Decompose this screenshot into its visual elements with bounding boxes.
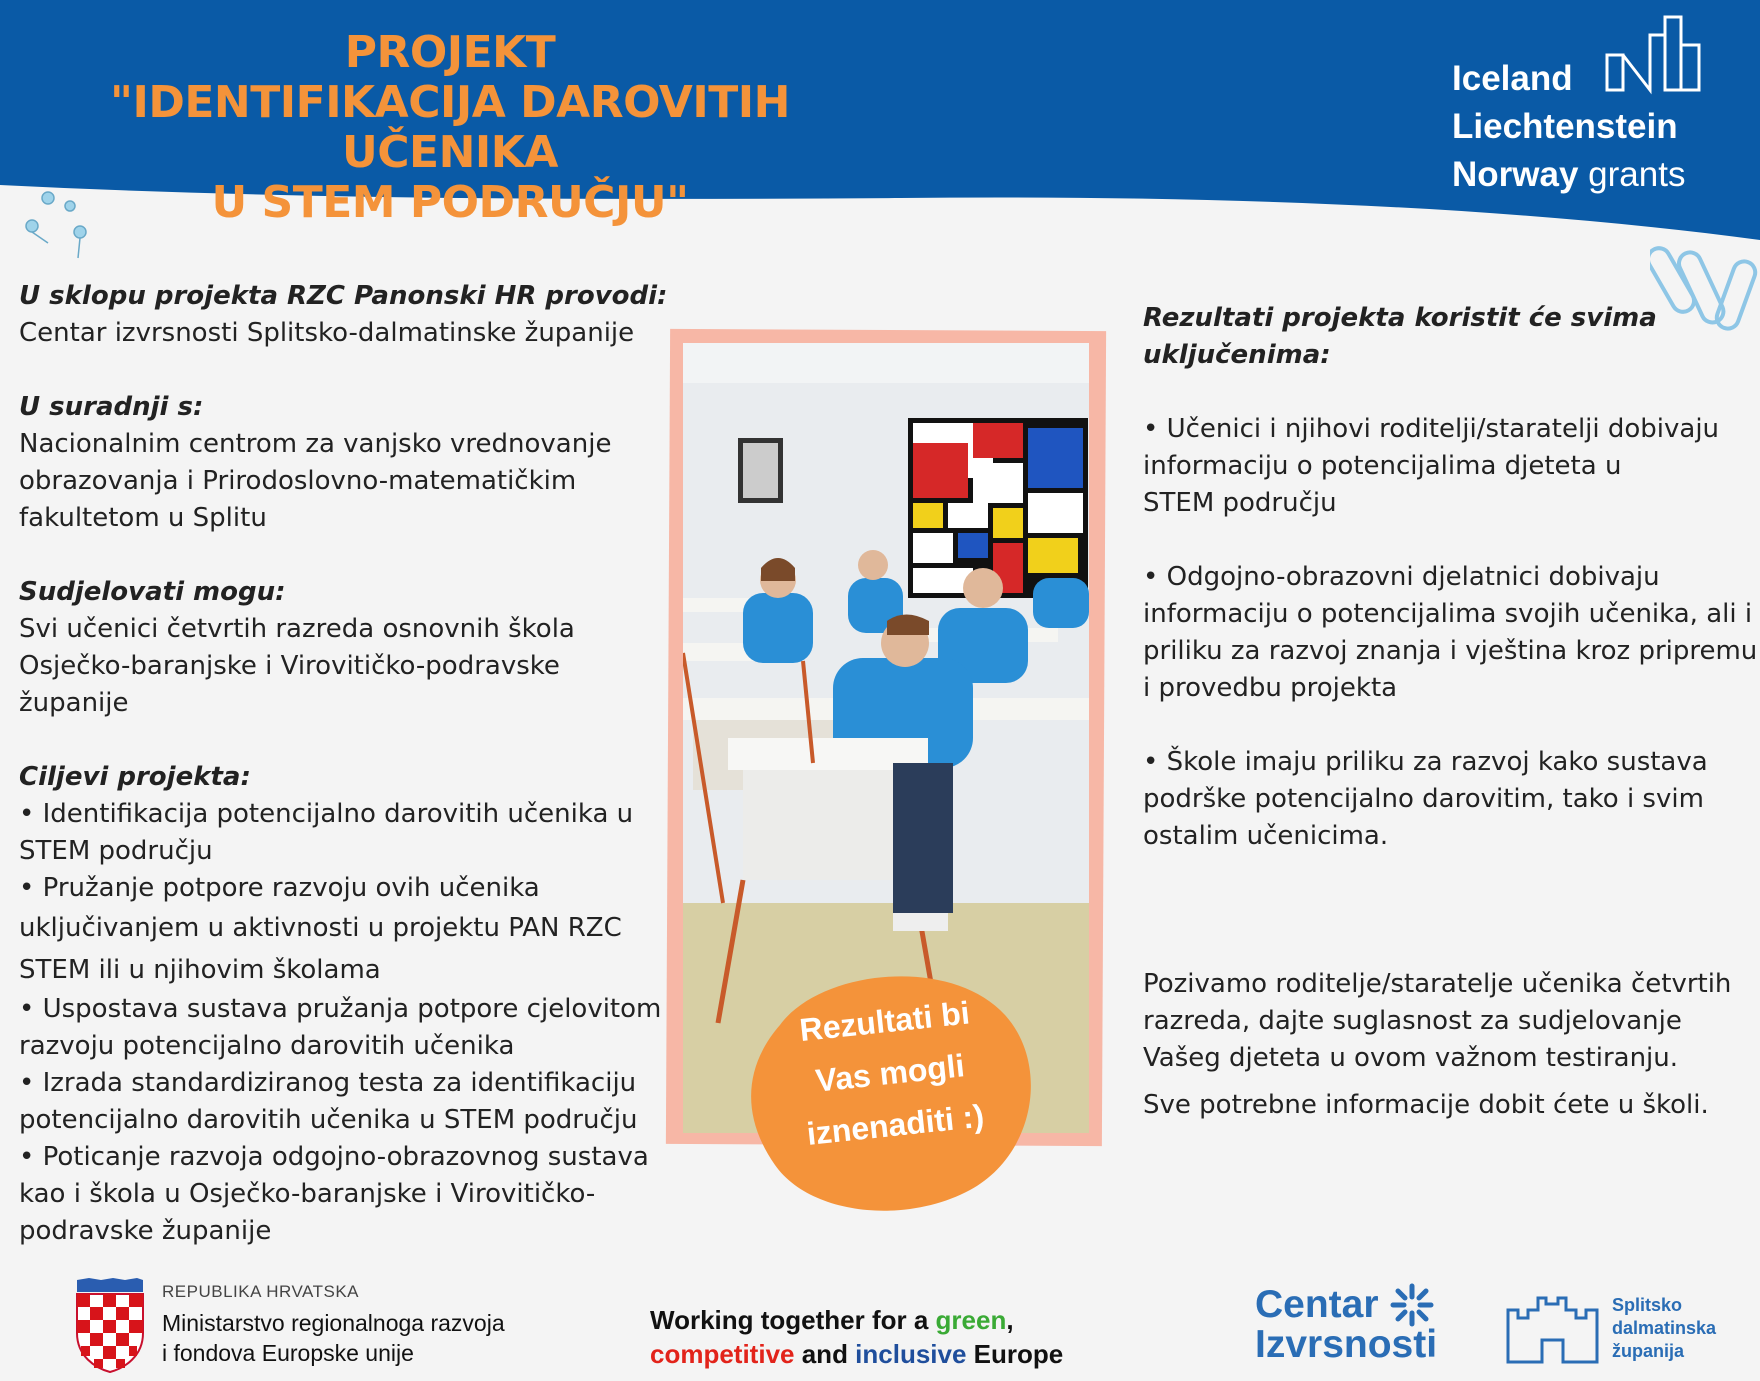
title-line-3: U STEM PODRUČJU" xyxy=(211,177,689,228)
partners-text: obrazovanja i Prirodoslovno-matematičkim xyxy=(19,466,577,496)
result-line: informaciju o potencijalima svojih učenika, ali i xyxy=(1143,599,1753,629)
goal-line: razvoju potencijalno darovitih učenika xyxy=(19,1031,515,1061)
splitsko-dalmatinska-logo-text: Splitsko dalmatinska županija xyxy=(1612,1295,1717,1361)
title-line-2: "IDENTIFIKACIJA DAROVITIH UČENIKA xyxy=(110,77,790,178)
goal-line: • Pružanje potpore razvoju ovih učenika xyxy=(19,873,540,903)
result-line: informaciju o potencijalima djeteta u xyxy=(1143,451,1622,481)
result-line: STEM području xyxy=(1143,488,1337,518)
right-column xyxy=(1143,300,1758,1124)
pushpins-icon xyxy=(18,188,98,268)
heading-goals: Ciljevi projekta: xyxy=(19,762,251,792)
eea-liechtenstein: Liechtenstein xyxy=(1452,107,1678,146)
goal-line: STEM ili u njihovim školama xyxy=(19,955,381,985)
left-column xyxy=(19,278,669,1250)
result-line: ostalim učenicima. xyxy=(1143,821,1389,851)
participants-text: Svi učenici četvrtih razreda osnovnih škola xyxy=(19,614,575,644)
result-line: • Odgojno-obrazovni djelatnici dobivaju xyxy=(1143,562,1660,592)
invitation-text: razreda, dajte suglasnost za sudjelovanje xyxy=(1143,1006,1682,1036)
goal-line: uključivanjem u aktivnosti u projektu PAN RZC xyxy=(19,913,622,943)
participants-text: Osječko-baranjske i Virovitičko-podravske xyxy=(19,651,560,681)
blob-text xyxy=(733,980,1048,1167)
goal-line: • Poticanje razvoja odgojno-obrazovnog sustava xyxy=(19,1142,649,1172)
page-title xyxy=(50,28,850,228)
heading-implementer: U sklopu projekta RZC Panonski HR provodi: xyxy=(19,281,668,311)
eea-slogan: Working together for a green, competitive and inclusive Europe xyxy=(650,1305,1064,1369)
participants-text: županije xyxy=(19,688,129,718)
heading-participants: Sudjelovati mogu: xyxy=(19,577,286,607)
goal-line: podravske županije xyxy=(19,1216,272,1246)
goal-line: • Uspostava sustava pružanja potpore cjelovitom xyxy=(19,994,662,1024)
eea-norway: Norway xyxy=(1452,155,1579,194)
partners-text: fakultetom u Splitu xyxy=(19,503,267,533)
result-line: priliku za razvoj znanja i vještina kroz pripremu xyxy=(1143,636,1758,666)
title-line-1: PROJEKT xyxy=(344,27,556,78)
goal-line: potencijalno darovitih učenika u STEM području xyxy=(19,1105,638,1135)
goal-line: kao i škola u Osječko-baranjske i Virovitičko- xyxy=(19,1179,596,1209)
blob-line: iznenaditi :) xyxy=(805,1097,986,1152)
eea-iceland: Iceland xyxy=(1452,59,1573,98)
invitation-text: Vašeg djeteta u ovom važnom testiranju. xyxy=(1143,1043,1679,1073)
blob-line: Vas mogli xyxy=(813,1047,967,1099)
result-line: • Učenici i njihovi roditelji/staratelji dobivaju xyxy=(1143,414,1720,444)
implementer-text: Centar izvrsnosti Splitsko-dalmatinske županije xyxy=(19,318,635,348)
result-line: podrške potencijalno darovitim, tako i svim xyxy=(1143,784,1704,814)
info-text: Sve potrebne informacije dobit ćete u školi. xyxy=(1143,1090,1709,1120)
eea-building-icon xyxy=(1605,15,1705,95)
asterisk-icon xyxy=(1390,1283,1434,1327)
partners-text: Nacionalnim centrom za vanjsko vrednovanje xyxy=(19,429,612,459)
eea-grants: grants xyxy=(1588,155,1686,194)
heading-partners: U suradnji s: xyxy=(19,392,204,422)
heading-results: uključenima: xyxy=(1143,340,1331,370)
ministry-logo-text xyxy=(162,1282,505,1368)
republic-label: REPUBLIKA HRVATSKA xyxy=(162,1282,360,1301)
ministry-name: Ministarstvo regionalnoga razvoja i fondova Europske unije xyxy=(162,1310,505,1366)
blob-line: Rezultati bi xyxy=(797,994,972,1049)
centar-izvrsnosti-logo: Centar Izvrsnosti xyxy=(1255,1283,1438,1366)
castle-icon xyxy=(1505,1290,1600,1365)
result-line: • Škole imaju priliku za razvoj kako sustava xyxy=(1143,747,1708,777)
goal-line: • Identifikacija potencijalno darovitih učenika u xyxy=(19,799,634,829)
goal-line: STEM području xyxy=(19,836,213,866)
invitation-text: Pozivamo roditelje/staratelje učenika četvrtih xyxy=(1143,969,1732,999)
croatian-coat-of-arms-icon xyxy=(75,1278,145,1373)
heading-results: Rezultati projekta koristit će svima xyxy=(1143,303,1657,333)
goal-line: • Izrada standardiziranog testa za identifikaciju xyxy=(19,1068,637,1098)
result-line: i provedbu projekta xyxy=(1143,673,1398,703)
